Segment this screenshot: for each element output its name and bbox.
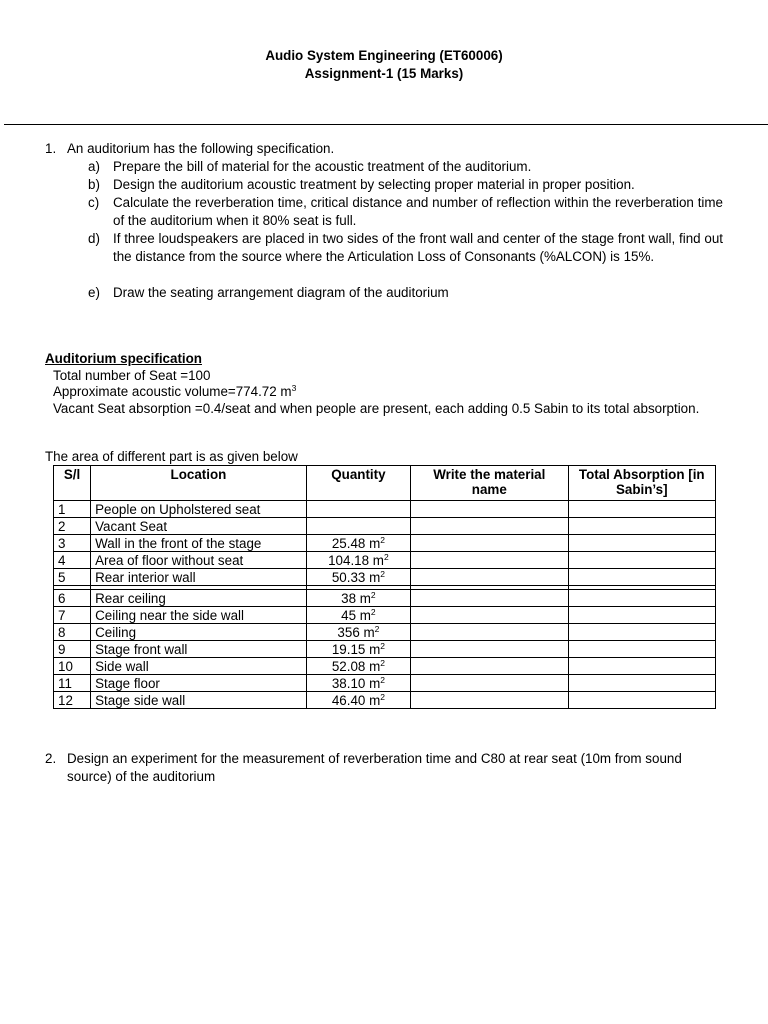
cell-quantity <box>306 607 410 624</box>
header-absorption: Total Absorption [in Sabin’s] <box>568 466 715 501</box>
part-text: Draw the seating arrangement diagram of the auditorium <box>113 285 449 300</box>
question-1-part-b <box>88 176 724 194</box>
quantity-value: 46.40 m <box>331 692 381 708</box>
cell-sl: 12 <box>54 692 91 709</box>
cell-location: Area of floor without seat <box>91 552 307 569</box>
header-sl: S/l <box>54 466 91 501</box>
spec-seats: Total number of Seat =100 <box>53 368 211 383</box>
cell-location: Wall in the front of the stage <box>91 535 307 552</box>
question-1-part-c <box>88 194 724 230</box>
cell-location: Stage floor <box>91 675 307 692</box>
cell-quantity <box>306 641 410 658</box>
cell-material <box>411 535 568 552</box>
quantity-exponent: 2 <box>380 568 385 579</box>
cell-absorption <box>568 535 715 552</box>
cell-quantity <box>306 658 410 675</box>
quantity-exponent: 2 <box>380 640 385 651</box>
cell-location: People on Upholstered seat <box>91 501 307 518</box>
cell-material <box>411 552 568 569</box>
table-row <box>54 569 716 586</box>
cell-sl: 11 <box>54 675 91 692</box>
cell-location: Rear interior wall <box>91 569 307 586</box>
question-1-part-a <box>88 158 724 176</box>
spec-absorption: Vacant Seat absorption =0.4/seat and when people are present, each adding 0.5 Sabin to its total absorption. <box>53 401 700 416</box>
quantity-value: 52.08 m <box>331 658 381 674</box>
part-text: Prepare the bill of material for the acoustic treatment of the auditorium. <box>113 159 532 174</box>
table-row <box>54 552 716 569</box>
cell-material <box>411 692 568 709</box>
question-2-number: 2. <box>45 751 57 766</box>
table-row <box>54 607 716 624</box>
quantity-exponent: 2 <box>370 589 376 600</box>
part-text: Calculate the reverberation time, critical distance and number of reflection within the reverberation time of the auditorium when it 80% seat is full. <box>113 195 723 228</box>
part-label: b) <box>88 177 100 192</box>
cell-absorption <box>568 552 715 569</box>
horizontal-rule <box>4 124 768 125</box>
cell-location: Ceiling <box>91 624 307 641</box>
cell-material <box>411 590 568 607</box>
cell-location: Stage front wall <box>91 641 307 658</box>
quantity-value: 104.18 m <box>328 552 384 568</box>
quantity-value: 356 m <box>337 624 375 640</box>
cell-material <box>411 518 568 535</box>
spec-volume-text: Approximate acoustic volume=774.72 m <box>53 384 292 399</box>
quantity-exponent: 2 <box>380 691 385 702</box>
quantity-exponent: 2 <box>380 657 385 668</box>
table-row <box>54 518 716 535</box>
question-2 <box>45 750 725 786</box>
cell-absorption <box>568 692 715 709</box>
cell-absorption <box>568 569 715 586</box>
cell-location: Stage side wall <box>91 692 307 709</box>
question-1-intro: An auditorium has the following specification. <box>67 141 335 156</box>
cell-sl: 4 <box>54 552 91 569</box>
table-row <box>54 590 716 607</box>
quantity-value: 38.10 m <box>331 675 381 691</box>
cell-sl: 6 <box>54 590 91 607</box>
cell-absorption <box>568 675 715 692</box>
table-row <box>54 658 716 675</box>
cell-material <box>411 675 568 692</box>
cell-material <box>411 624 568 641</box>
cell-quantity <box>306 692 410 709</box>
cell-sl: 3 <box>54 535 91 552</box>
cell-absorption <box>568 624 715 641</box>
table-row <box>54 641 716 658</box>
spec-volume <box>53 383 296 400</box>
cell-sl: 1 <box>54 501 91 518</box>
cell-quantity <box>306 518 410 535</box>
cell-absorption <box>568 641 715 658</box>
cell-sl: 5 <box>54 569 91 586</box>
cell-material <box>411 607 568 624</box>
table-row <box>54 675 716 692</box>
quantity-value: 38 m <box>341 590 371 606</box>
cell-material <box>411 501 568 518</box>
cell-sl: 7 <box>54 607 91 624</box>
quantity-exponent: 2 <box>370 606 376 617</box>
assignment-title: Assignment-1 (15 Marks) <box>304 66 464 81</box>
cell-quantity <box>306 675 410 692</box>
cell-absorption <box>568 518 715 535</box>
table-row <box>54 501 716 518</box>
quantity-value: 25.48 m <box>331 535 381 551</box>
spec-volume-exponent: 3 <box>291 383 297 393</box>
cell-sl: 2 <box>54 518 91 535</box>
quantity-exponent: 2 <box>380 534 385 545</box>
cell-location: Side wall <box>91 658 307 675</box>
table-row <box>54 624 716 641</box>
quantity-exponent: 2 <box>383 551 389 562</box>
question-1-part-d <box>88 230 724 284</box>
cell-material <box>411 641 568 658</box>
table-row <box>54 692 716 709</box>
table-row <box>54 535 716 552</box>
cell-quantity <box>306 501 410 518</box>
cell-absorption <box>568 590 715 607</box>
cell-quantity <box>306 552 410 569</box>
spec-heading: Auditorium specification <box>45 351 202 366</box>
header-material: Write the material name <box>411 466 568 501</box>
course-title: Audio System Engineering (ET60006) <box>265 48 503 63</box>
cell-sl: 10 <box>54 658 91 675</box>
area-table <box>53 465 716 709</box>
cell-sl: 9 <box>54 641 91 658</box>
question-2-text: Design an experiment for the measurement of reverberation time and C80 at rear seat (10m from sound source) of the auditorium <box>67 751 682 784</box>
cell-quantity <box>306 569 410 586</box>
part-text: Design the auditorium acoustic treatment by selecting proper material in proper position. <box>113 177 635 192</box>
cell-quantity <box>306 535 410 552</box>
header-quantity: Quantity <box>306 466 410 501</box>
cell-location: Vacant Seat <box>91 518 307 535</box>
question-1 <box>45 140 725 158</box>
question-1-part-e <box>88 284 724 302</box>
part-label: d) <box>88 231 100 246</box>
part-text: If three loudspeakers are placed in two sides of the front wall and center of the stage front wall, find out the distance from the source where the Articulation Loss of Consonants (%ALCON) is 15%. <box>113 231 723 264</box>
header-location: Location <box>91 466 307 501</box>
cell-absorption <box>568 607 715 624</box>
cell-location: Ceiling near the side wall <box>91 607 307 624</box>
quantity-value: 50.33 m <box>331 569 381 585</box>
cell-quantity <box>306 590 410 607</box>
quantity-value: 19.15 m <box>331 641 381 657</box>
quantity-exponent: 2 <box>380 674 385 685</box>
cell-sl: 8 <box>54 624 91 641</box>
table-header-row <box>54 466 716 501</box>
cell-quantity <box>306 624 410 641</box>
cell-absorption <box>568 501 715 518</box>
table-caption: The area of different part is as given below <box>45 449 298 464</box>
cell-material <box>411 658 568 675</box>
cell-location: Rear ceiling <box>91 590 307 607</box>
part-label: e) <box>88 285 100 300</box>
cell-material <box>411 569 568 586</box>
question-1-number: 1. <box>45 141 57 156</box>
quantity-value: 45 m <box>341 607 371 623</box>
quantity-exponent: 2 <box>374 623 380 634</box>
part-label: c) <box>88 195 100 210</box>
cell-absorption <box>568 658 715 675</box>
part-label: a) <box>88 159 100 174</box>
